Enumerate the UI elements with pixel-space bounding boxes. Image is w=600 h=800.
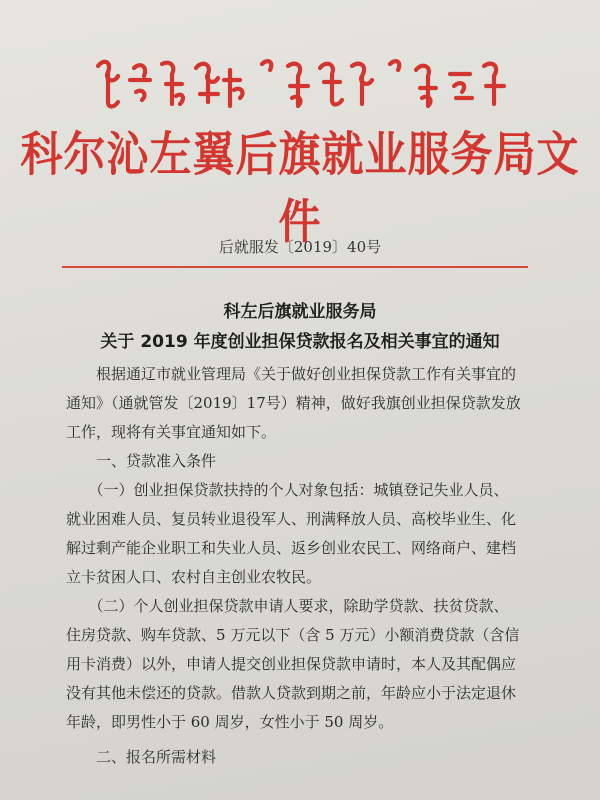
notice-subject: 关于 2019 年度创业担保贷款报名及相关事宜的通知 [100,332,500,352]
body-line: （一）创业担保贷款扶持的个人对象包括：城镇登记失业人员、 [66,481,509,499]
notice-body [66,360,536,772]
body-line: 解过剩产能企业职工和失业人员、返乡创业农民工、网络商户、建档 [66,539,517,557]
bureau-document-title: 科尔沁左翼后旗就业服务局文件 [20,126,580,250]
body-line: （二）个人创业担保贷款申请人要求，除助学贷款、扶贫贷款、 [66,597,509,615]
document-number: 后就服发〔2019〕40号 [218,238,382,256]
body-line: 工作，现将有关事宜通知如下。 [66,423,277,441]
notice-issuer: 科左后旗就业服务局 [223,302,377,322]
body-line: 立卡贫困人口、农村自主创业农牧民。 [66,568,322,586]
red-divider-line [62,266,528,268]
body-line: 根据通辽市就业管理局《关于做好创业担保贷款工作有关事宜的 [66,365,517,383]
body-line: 就业困难人员、复员转业退役军人、刑满释放人员、高校毕业生、化 [66,510,517,528]
body-line: 没有其他未偿还的贷款。借款人贷款到期之前，年龄应小于法定退休 [66,684,517,702]
body-line: 通知》（通就管发〔2019〕17号）精神，做好我旗创业担保贷款发放 [66,394,521,412]
section-heading: 二、报名所需材料 [66,748,217,766]
body-line: 年龄，即男性小于 60 周岁，女性小于 50 周岁。 [66,713,394,731]
mongolian-script-logo [90,50,510,112]
body-line: 住房贷款、购车贷款、5 万元以下（含 5 万元）小额消费贷款（含信 [66,626,520,644]
mongolian-script-drawing [90,50,510,112]
body-line: 用卡消费）以外，申请人提交创业担保贷款申请时，本人及其配偶应 [66,655,517,673]
section-heading: 一、贷款准入条件 [66,452,217,470]
